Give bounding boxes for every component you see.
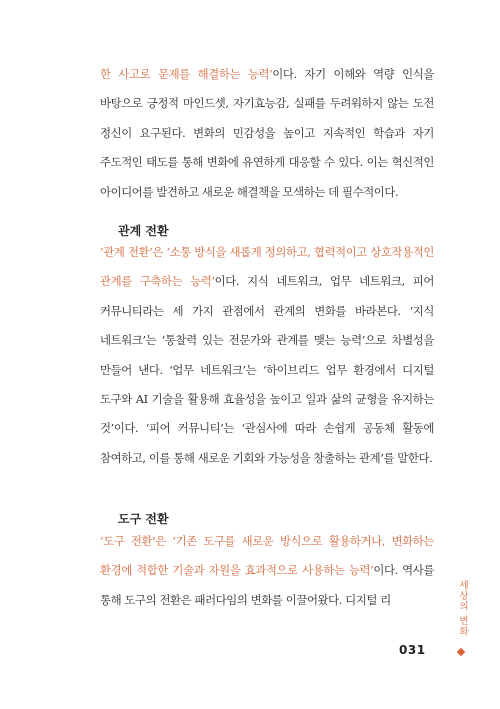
highlight-text: 한 사고로 문제를 해결하는 능력’: [100, 67, 273, 81]
body-text: 이다. 역사를 통해 도구의 전환은 패러다임의 변화를 이끌어왔다. 디지털 리: [100, 563, 434, 607]
paragraph-relationship: [100, 238, 434, 473]
highlight-text: ‘도구 전환’은 ‘기존 도구를 새로운 방식으로 활용하거나, 변화하는 환경에 적합한 기술과 자원을 효과적으로 사용하는 능력’: [100, 534, 434, 578]
body-text: 이다. 자기 이해와 역량 인식을 바탕으로 긍정적 마인드셋, 자기효능감, 실패를 두려워하지 않는 도전 정신이 요구된다. 변화의 민감성을 높이고 지속적인 학습과 자기 주도적인 태도를 통해 변화에 유연하게 대응할 수 있다. 이는 혁신적인 아이디어를 발견하고 새로운 해결책을 모색하는 데 필수적이다.: [100, 67, 434, 199]
paragraph-intro: [100, 60, 434, 207]
section-heading-relationship: 관계 전환: [118, 224, 169, 238]
paragraph-tool: [100, 527, 434, 615]
body-text: 이다. 지식 네트워크, 업무 네트워크, 피어 커뮤니티라는 세 가지 관점에서 관계의 변화를 바라본다. ‘지식 네트워크’는 ‘통찰력 있는 전문가와 관계를 맺는 능력’으로 차별성을 만들어 낸다. ‘업무 네트워크’는 ‘하이브리드 업무 환경에서 디지털 도구와 AI 기술을 활용해 효율성을 높이고 일과 삶의 균형을 유지하는 것’이다. ‘피어 커뮤니티’는 ‘관심사에 따라 손쉽게 공동체 활동에 참여하고, 이를 통해 새로운 기회와 가능성을 창출하는 관계’를 말한다.: [100, 274, 435, 465]
page-number: 031: [399, 643, 426, 657]
diamond-marker-icon: [457, 648, 465, 656]
section-heading-tool: 도구 전환: [118, 512, 169, 526]
chapter-side-label: 세상의 변화: [457, 580, 468, 637]
highlight-text: ‘관계 전환’은 ‘소통 방식을 새롭게 정의하고, 협력적이고 상호작용적인 관계를 구축하는 능력’: [100, 245, 434, 289]
